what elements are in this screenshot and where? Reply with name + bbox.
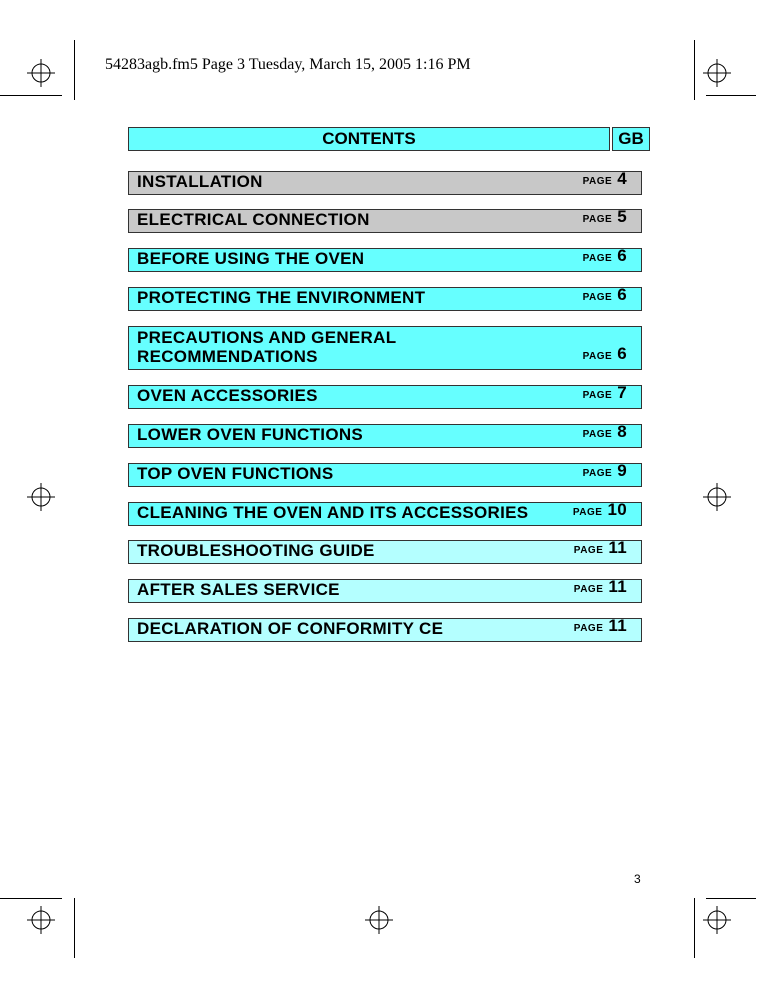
toc-item-cleaning[interactable] <box>128 502 642 526</box>
toc-item-title: OVEN ACCESSORIES <box>137 386 318 405</box>
toc-item-page: PAGE 10 <box>572 500 627 519</box>
toc-item-precautions[interactable] <box>128 326 642 370</box>
registration-mark-icon <box>26 58 56 88</box>
toc-item-title: ELECTRICAL CONNECTION <box>137 210 370 229</box>
toc-item-oven-accessories[interactable] <box>128 385 642 409</box>
toc-item-title: TOP OVEN FUNCTIONS <box>137 464 334 483</box>
registration-mark-icon <box>702 58 732 88</box>
toc-item-after-sales[interactable] <box>128 579 642 603</box>
toc-item-title: AFTER SALES SERVICE <box>137 580 340 599</box>
toc-item-lower-oven[interactable] <box>128 424 642 448</box>
toc-item-troubleshooting[interactable] <box>128 540 642 564</box>
registration-mark-icon <box>702 482 732 512</box>
toc-item-protecting-environment[interactable] <box>128 287 642 311</box>
page-number: 3 <box>634 872 641 886</box>
toc-item-installation[interactable] <box>128 171 642 195</box>
toc-item-page: PAGE 9 <box>582 461 627 480</box>
toc-item-page: PAGE 6 <box>582 285 627 304</box>
crop-mark <box>706 898 756 899</box>
toc-item-title: INSTALLATION <box>137 172 263 191</box>
contents-heading: CONTENTS <box>128 127 610 151</box>
toc-item-page: PAGE 4 <box>582 169 627 188</box>
crop-mark <box>0 95 62 96</box>
crop-mark <box>0 898 62 899</box>
toc-item-page: PAGE 11 <box>573 577 627 596</box>
toc-item-title: BEFORE USING THE OVEN <box>137 249 365 268</box>
crop-mark <box>694 40 695 100</box>
toc-item-page: PAGE 5 <box>582 207 627 226</box>
crop-mark <box>694 898 695 958</box>
toc-item-page: PAGE 6 <box>582 246 627 265</box>
toc-item-title: PRECAUTIONS AND GENERAL <box>137 328 397 347</box>
toc-item-before-using[interactable] <box>128 248 642 272</box>
registration-mark-icon <box>26 482 56 512</box>
toc-item-title: RECOMMENDATIONS <box>137 347 318 366</box>
toc-item-title: DECLARATION OF CONFORMITY CE <box>137 619 444 638</box>
registration-mark-icon <box>26 905 56 935</box>
toc-item-page: PAGE 11 <box>573 538 627 557</box>
toc-item-title: TROUBLESHOOTING GUIDE <box>137 541 375 560</box>
toc-item-declaration[interactable] <box>128 618 642 642</box>
toc-item-page: PAGE 11 <box>573 616 627 635</box>
toc-item-top-oven[interactable] <box>128 463 642 487</box>
language-badge: GB <box>612 127 650 151</box>
crop-mark <box>706 95 756 96</box>
registration-mark-icon <box>702 905 732 935</box>
toc-item-electrical-connection[interactable] <box>128 209 642 233</box>
registration-mark-icon <box>364 905 394 935</box>
toc-item-title: CLEANING THE OVEN AND ITS ACCESSORIES <box>137 503 529 522</box>
toc-item-title: PROTECTING THE ENVIRONMENT <box>137 288 426 307</box>
crop-mark <box>74 40 75 100</box>
toc-item-page: PAGE 8 <box>582 422 627 441</box>
toc-item-page: PAGE 7 <box>582 383 627 402</box>
toc-item-page: PAGE 6 <box>582 344 627 363</box>
toc-item-title: LOWER OVEN FUNCTIONS <box>137 425 364 444</box>
crop-mark <box>74 898 75 958</box>
file-info-line: 54283agb.fm5 Page 3 Tuesday, March 15, 2005 1:16 PM <box>105 56 471 73</box>
